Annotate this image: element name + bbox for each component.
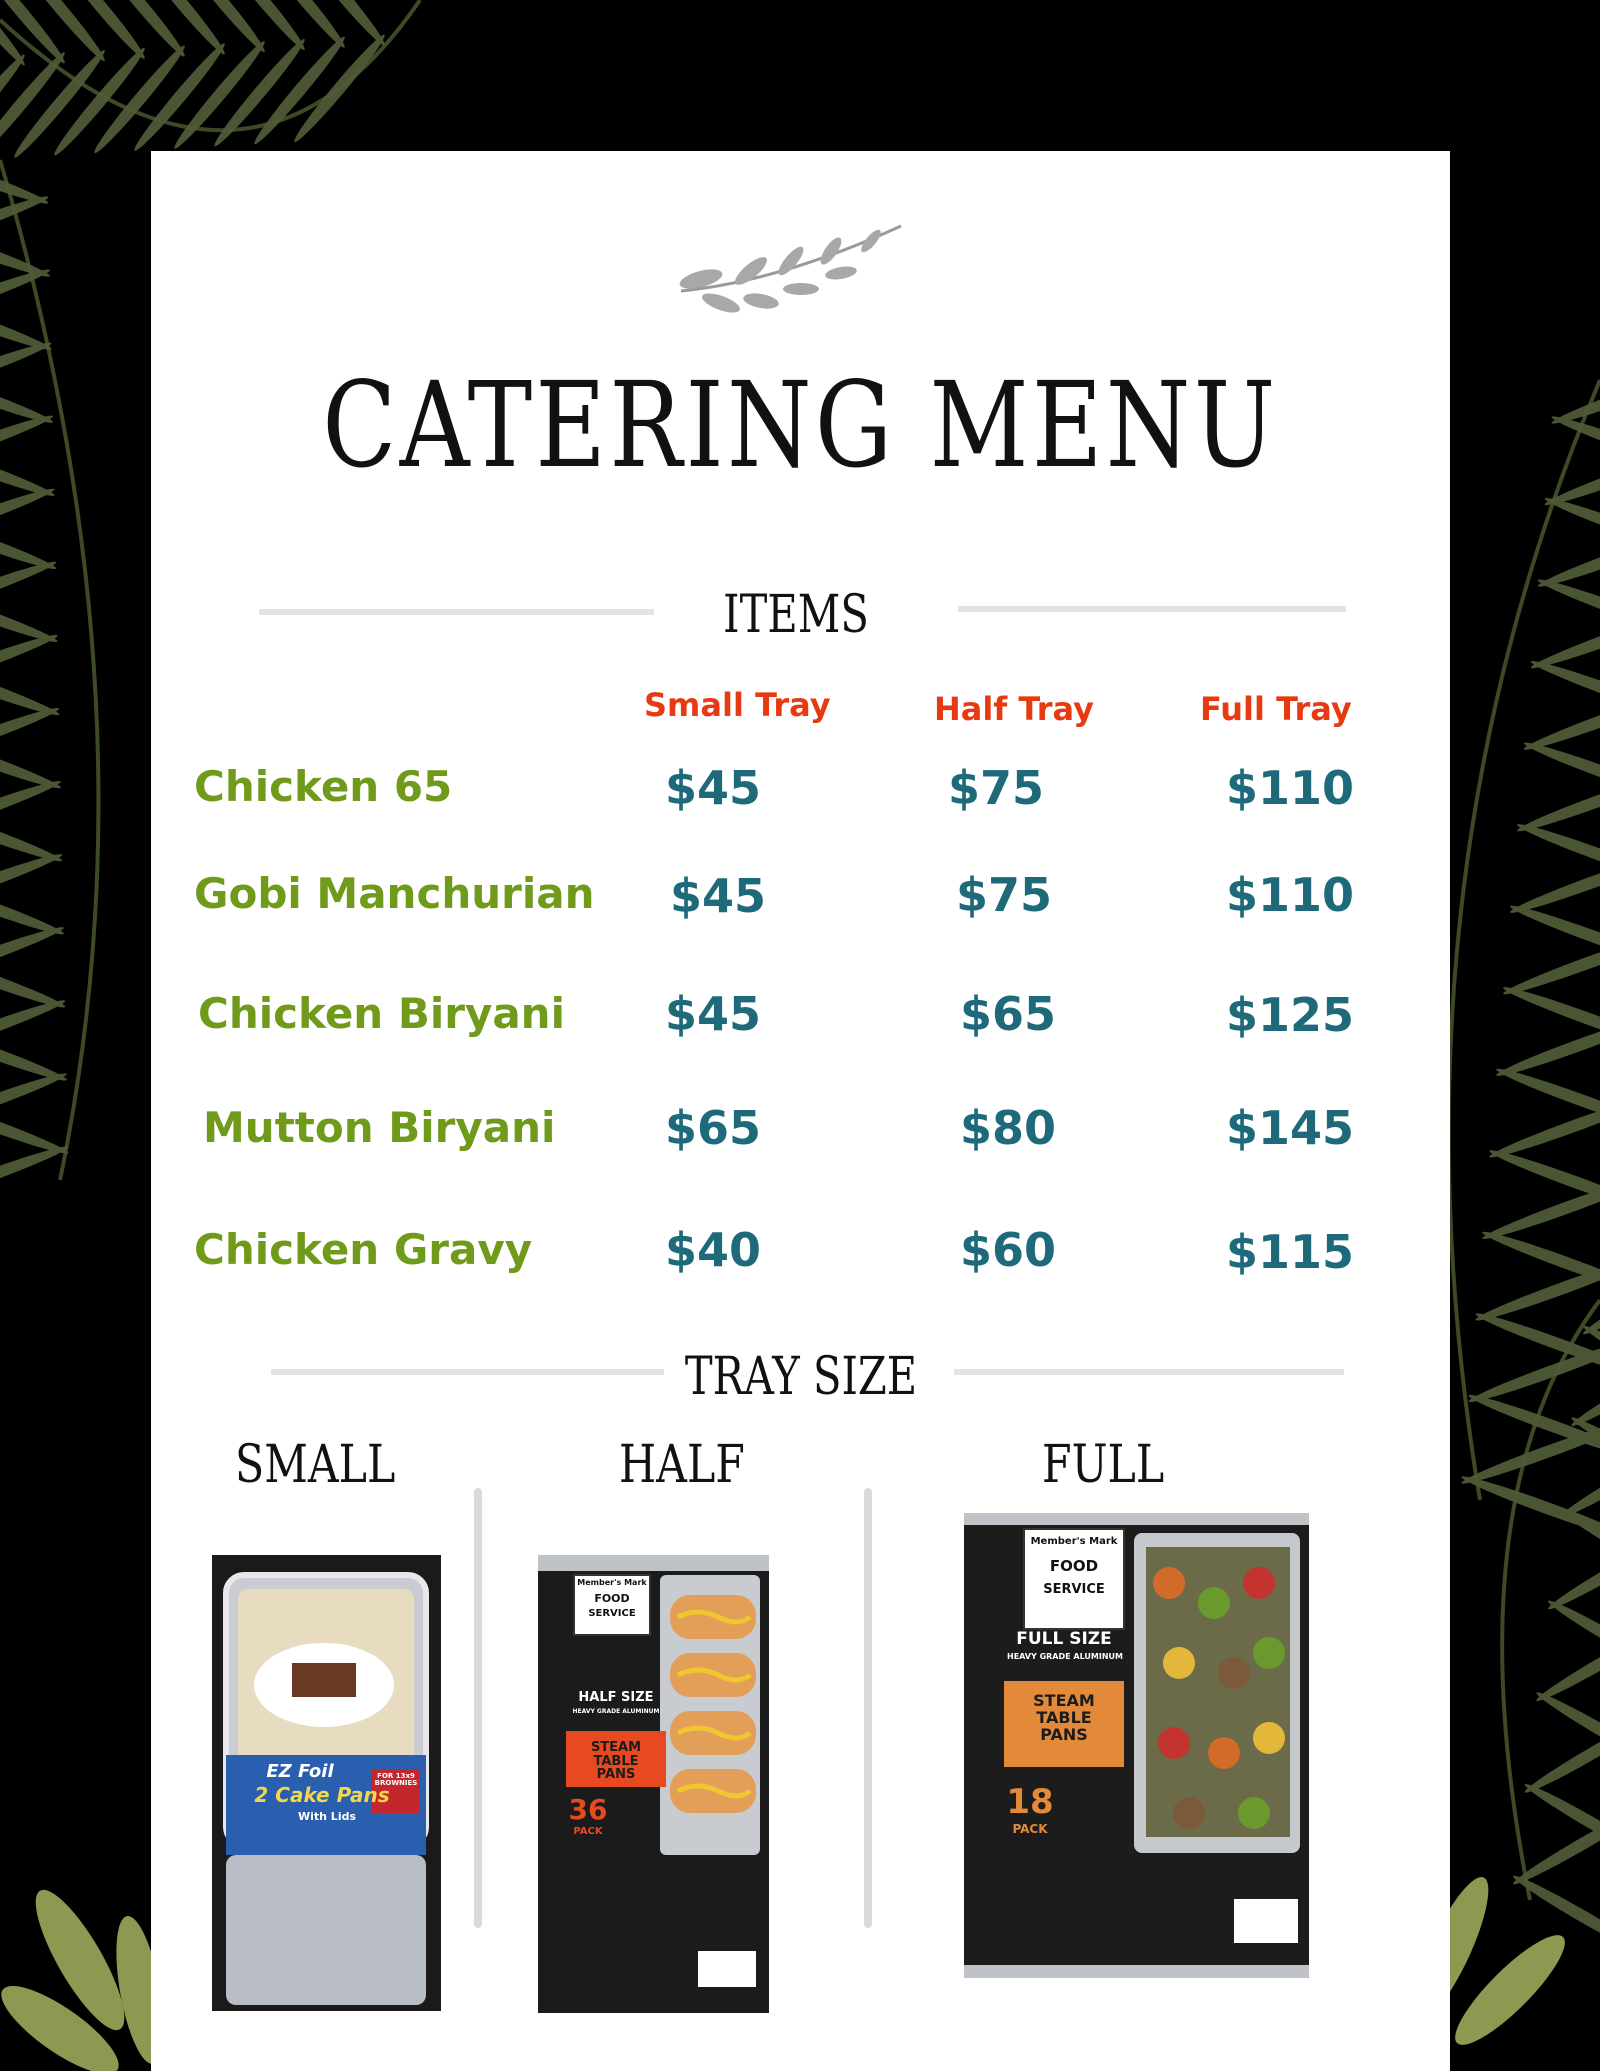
half-tray-count: 36 <box>568 1793 608 1826</box>
column-header-small-tray: Small Tray <box>644 686 831 724</box>
half-tray-product: STEAM TABLE PANS <box>590 1740 642 1783</box>
menu-title: CATERING MENU <box>322 356 1279 494</box>
item-name: Chicken Biryani <box>198 989 565 1038</box>
item-name: Gobi Manchurian <box>194 869 595 918</box>
tray-rule-right <box>954 1369 1344 1375</box>
items-rule-right <box>958 606 1346 612</box>
item-name: Chicken Gravy <box>194 1225 533 1274</box>
full-tray-line1: FOOD <box>1049 1557 1099 1575</box>
items-heading: ITEMS <box>723 585 869 645</box>
full-tray-line2: SERVICE <box>1043 1582 1105 1597</box>
tray-divider-1 <box>474 1488 482 1928</box>
small-tray-badge: FOR 13x9 BROWNIES <box>374 1772 418 1788</box>
half-tray-pack: PACK <box>573 1826 603 1837</box>
full-tray-size: FULL SIZE <box>1016 1629 1112 1649</box>
price-half: $75 <box>948 761 1045 815</box>
full-tray-grade: HEAVY GRADE ALUMINUM <box>1007 1652 1123 1661</box>
half-tray-line1: FOOD <box>594 1592 630 1605</box>
column-header-full-tray: Full Tray <box>1200 690 1352 728</box>
half-tray-grade: HEAVY GRADE ALUMINUM <box>572 1708 660 1715</box>
full-tray-photo <box>964 1513 1309 1978</box>
size-label-half: HALF <box>619 1435 745 1495</box>
half-tray-size: HALF SIZE <box>578 1690 654 1705</box>
price-full: $115 <box>1226 1225 1355 1279</box>
price-full: $110 <box>1226 761 1355 815</box>
small-tray-brand: EZ Foil <box>266 1761 334 1782</box>
small-tray-photo <box>212 1555 441 2011</box>
column-header-half-tray: Half Tray <box>934 690 1094 728</box>
item-name: Mutton Biryani <box>203 1103 556 1152</box>
price-full: $125 <box>1226 988 1355 1042</box>
price-full: $110 <box>1226 868 1355 922</box>
price-full: $145 <box>1226 1101 1355 1155</box>
half-tray-photo <box>538 1555 769 2013</box>
tray-divider-2 <box>864 1488 872 1928</box>
price-half: $60 <box>960 1223 1057 1277</box>
full-tray-count: 18 <box>1006 1782 1054 1822</box>
size-label-small: SMALL <box>235 1435 396 1495</box>
price-small: $45 <box>665 987 762 1041</box>
full-tray-brand: Member's Mark <box>1030 1536 1118 1547</box>
small-tray-product: 2 Cake Pans <box>254 1783 390 1807</box>
half-tray-line2: SERVICE <box>588 1608 636 1619</box>
price-half: $75 <box>956 868 1053 922</box>
price-small: $45 <box>670 869 767 923</box>
full-tray-pack: PACK <box>1012 1822 1048 1836</box>
price-half: $80 <box>960 1101 1057 1155</box>
price-small: $45 <box>665 761 762 815</box>
half-tray-brand: Member's Mark <box>577 1578 647 1587</box>
tray-size-heading: TRAY SIZE <box>684 1347 918 1407</box>
price-small: $40 <box>665 1223 762 1277</box>
item-name: Chicken 65 <box>194 762 453 811</box>
price-half: $65 <box>960 987 1057 1041</box>
menu-card <box>151 151 1450 2071</box>
full-tray-product: STEAM TABLE PANS <box>1033 1691 1095 1744</box>
size-label-full: FULL <box>1042 1435 1165 1495</box>
small-tray-sub: With Lids <box>297 1810 357 1823</box>
tray-rule-left <box>271 1369 664 1375</box>
price-small: $65 <box>665 1101 762 1155</box>
items-rule-left <box>259 609 654 615</box>
olive-branch-icon <box>661 221 911 331</box>
